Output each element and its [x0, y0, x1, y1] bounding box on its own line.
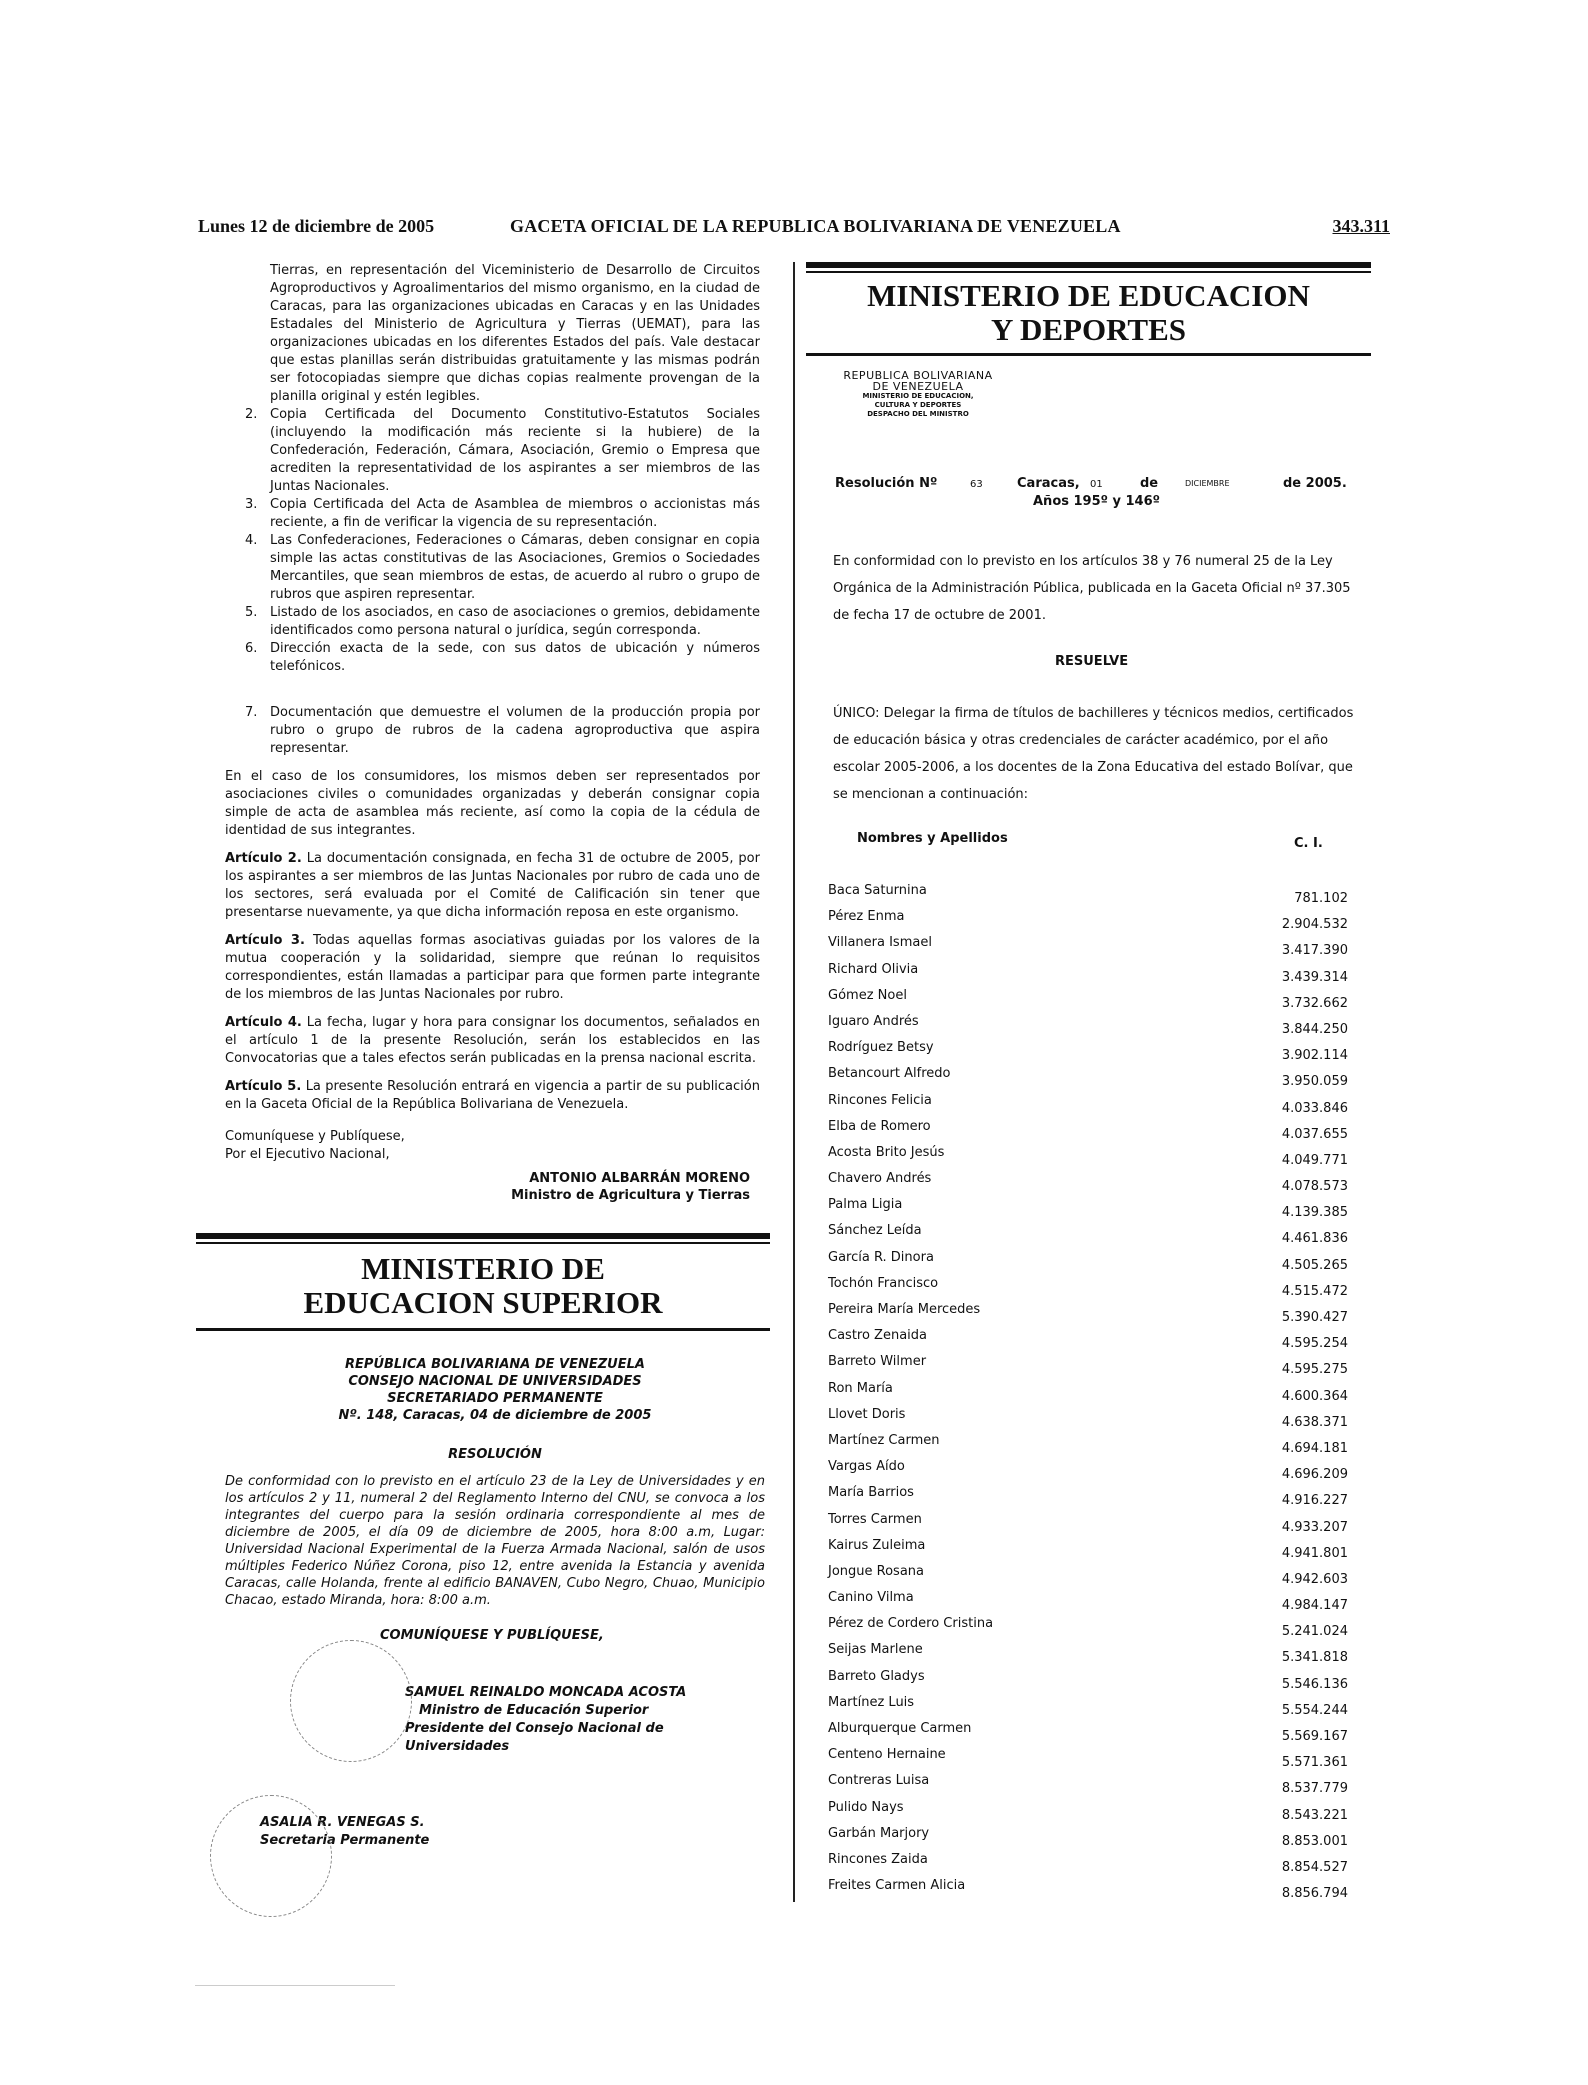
article-5: Artículo 5. La presente Resolución entrará en vigencia a partir de su publicación en la Gaceta Oficial de la República Bolivariana de Venezuela.: [225, 1079, 760, 1112]
header-date: Lunes 12 de diciembre de 2005: [198, 216, 435, 236]
article-2: Artículo 2. La documentación consignada, en fecha 31 de octubre de 2005, por los aspirantes a ser miembros de las Juntas Nacionales por rubro de cada uno de los sectores, será evaluada por el Comité de Calificación sin tener que presentarse nuevamente, ya que dicha información reposa en este organismo.: [225, 851, 760, 920]
person-name: Betancourt Alfredo: [828, 1066, 951, 1082]
seal-stamp-2: [210, 1795, 332, 1917]
person-name: Rincones Zaida: [828, 1851, 928, 1867]
person-name: Iguaro Andrés: [828, 1013, 919, 1029]
person-ci: 4.049.771: [1281, 1152, 1348, 1168]
person-ci: 4.078.573: [1281, 1179, 1348, 1195]
person-ci: 4.933.207: [1281, 1519, 1348, 1535]
col-names-header: Nombres y Apellidos: [857, 831, 1008, 846]
table-row: [828, 1590, 1348, 1616]
person-name: Llovet Doris: [828, 1406, 906, 1422]
person-ci: 8.856.794: [1281, 1886, 1348, 1902]
person-name: Rincones Felicia: [828, 1092, 932, 1108]
person-name: Alburquerque Carmen: [828, 1721, 972, 1736]
table-row: [828, 1328, 1348, 1354]
person-name: Elba de Romero: [828, 1118, 931, 1134]
person-name: Garbán Marjory: [828, 1825, 930, 1841]
table-row: [828, 1119, 1348, 1145]
intro-paragraph: Tierras, en representación del Viceministerio de Desarrollo de Circuitos Agroproductivos y Agroalimentarios del mismo organismo, en la ciudad de Caracas, para las organizaciones ubicadas en Caracas y en las Unidades Estadales del Ministerio de Agricultura y Tierras (UEMAT), para las organizaciones ubicadas en los diferentes Estados del país. Vale destacar que estas planillas serán distribuidas gratuitamente y las mismas podrán ser fotocopiadas siempre que dichas copias realmente provengan de la planilla original y estén legibles.: [270, 263, 760, 404]
gazette-title: GACETA OFICIAL DE LA REPUBLICA BOLIVARIANA DE VENEZUELA: [510, 216, 1121, 236]
person-name: Chavero Andrés: [828, 1171, 932, 1187]
comuniquese: COMUNÍQUESE Y PUBLÍQUESE,: [380, 1628, 604, 1643]
person-ci: 4.505.265: [1281, 1257, 1348, 1273]
signature-moncada: SAMUEL REINALDO MONCADA ACOSTA Ministro de Educación Superior Presidente del Consejo Nacional de Universidades: [405, 1685, 687, 1754]
person-name: Contreras Luisa: [828, 1773, 930, 1789]
table-row: [828, 988, 1348, 1014]
med-heading: [806, 262, 1371, 356]
list-item: 4. Las Confederaciones, Federaciones o Cámaras, deben consignar en copia simple las actas constitutivas de las Asociaciones, Gremios o Sociedades Mercantiles, que sean miembros de estas, de acuerdo al rubro o grupo de rubros que aspiren representar.: [245, 533, 760, 602]
person-name: García R. Dinora: [828, 1249, 934, 1265]
table-row: [828, 1354, 1348, 1380]
person-ci: 5.569.167: [1281, 1729, 1348, 1744]
resolution-title: RESOLUCIÓN: [448, 1447, 542, 1462]
person-name: Canino Vilma: [828, 1590, 914, 1606]
article-3: Artículo 3. Todas aquellas formas asociativas guiadas por los valores de la mutua cooperación y la solidaridad, siempre que reúnan lo requisitos correspondientes, están llamadas a participar para que formen parte integrante de los miembros de las Juntas Nacionales por rubro.: [225, 933, 760, 1002]
person-name: Freites Carmen Alicia: [828, 1878, 966, 1894]
page-header: [198, 216, 1390, 242]
person-name: Sánchez Leída: [828, 1223, 922, 1239]
table-row: [828, 1485, 1348, 1511]
person-ci: 3.950.059: [1281, 1074, 1348, 1090]
col-ci-header: C. I.: [1294, 836, 1323, 851]
person-name: Rodríguez Betsy: [828, 1040, 934, 1056]
person-name: Barreto Gladys: [828, 1668, 925, 1684]
preamble: En conformidad con lo previsto en los artículos 38 y 76 numeral 25 de la Ley Orgánica de la Administración Pública, publicada en la Gaceta Oficial nº 37.305 de fecha 17 de octubre de 2001.: [833, 554, 1351, 623]
person-ci: 4.916.227: [1281, 1493, 1348, 1509]
person-ci: 3.844.250: [1281, 1021, 1348, 1037]
person-name: Acosta Brito Jesús: [828, 1144, 945, 1160]
table-row: [828, 935, 1348, 961]
person-name: Tochón Francisco: [828, 1275, 939, 1291]
person-ci: 4.139.385: [1281, 1205, 1348, 1221]
person-ci: 4.595.254: [1281, 1336, 1348, 1352]
person-ci: 5.554.244: [1281, 1702, 1348, 1718]
person-name: Richard Olivia: [828, 961, 919, 977]
table-row: [828, 1093, 1348, 1119]
names-table: [828, 883, 1348, 1904]
table-row: [828, 1747, 1348, 1773]
person-ci: 4.694.181: [1281, 1440, 1348, 1456]
table-row: [828, 1145, 1348, 1171]
person-ci: 5.390.427: [1281, 1310, 1348, 1325]
person-name: Pérez de Cordero Cristina: [828, 1616, 994, 1632]
person-ci: 4.638.371: [1281, 1414, 1348, 1430]
table-row: [828, 1564, 1348, 1590]
person-ci: 5.546.136: [1281, 1676, 1348, 1692]
table-row: [828, 1538, 1348, 1564]
person-ci: 3.439.314: [1281, 969, 1348, 985]
person-ci: 5.241.024: [1281, 1624, 1348, 1640]
table-row: [828, 1512, 1348, 1538]
person-ci: 8.543.221: [1281, 1807, 1348, 1823]
resuelve-heading: RESUELVE: [1055, 654, 1129, 669]
person-ci: 5.571.361: [1281, 1755, 1348, 1771]
person-name: Ron María: [828, 1380, 893, 1396]
signature-agriculture: ANTONIO ALBARRÁN MORENO Ministro de Agricultura y Tierras: [511, 1171, 750, 1203]
person-name: Kairus Zuleima: [828, 1537, 926, 1553]
person-name: Jongue Rosana: [828, 1563, 924, 1579]
table-row: [828, 1040, 1348, 1066]
bottom-rule: [195, 1985, 395, 1986]
table-row: [828, 1014, 1348, 1040]
person-name: Martínez Carmen: [828, 1432, 940, 1448]
person-ci: 4.696.209: [1281, 1467, 1348, 1483]
person-ci: 781.102: [1294, 891, 1348, 906]
person-name: Villanera Ismael: [828, 935, 932, 951]
person-name: Pérez Enma: [828, 909, 905, 925]
table-row: [828, 962, 1348, 988]
table-row: [828, 1773, 1348, 1799]
person-ci: 2.904.532: [1281, 917, 1348, 933]
table-row: [828, 883, 1348, 909]
person-ci: 8.854.527: [1281, 1859, 1348, 1875]
list-item: 5. Listado de los asociados, en caso de asociaciones o gremios, debidamente identificados como persona natural o jurídica, según corresponda.: [245, 605, 760, 638]
closing-block: Comuníquese y Publíquese, Por el Ejecutivo Nacional,: [225, 1129, 405, 1162]
table-row: [828, 1459, 1348, 1485]
table-row: [828, 1171, 1348, 1197]
person-ci: 4.595.275: [1281, 1362, 1348, 1378]
mes-heading: [196, 1233, 770, 1331]
article-4: Artículo 4. La fecha, lugar y hora para consignar los documentos, señalados en el artículo 1 de la presente Resolución, serán los establecidos en las Convocatorias que a tales efectos serán publicadas en la prensa nacional escrita.: [225, 1015, 760, 1066]
column-divider: [793, 262, 795, 1902]
table-row: [828, 1433, 1348, 1459]
list-item: 3. Copia Certificada del Acta de Asamblea de miembros o accionistas más reciente, a fin de verificar la vigencia de su representación.: [245, 497, 760, 530]
person-name: Seijas Marlene: [828, 1642, 923, 1658]
mes-title: MINISTERIO DE EDUCACION SUPERIOR: [303, 1251, 663, 1320]
table-row: [828, 1721, 1348, 1747]
table-row: [828, 1616, 1348, 1642]
person-name: Martínez Luis: [828, 1694, 915, 1710]
seal-stamp-1: [290, 1640, 412, 1762]
person-name: María Barrios: [828, 1485, 914, 1501]
table-row: [828, 1878, 1348, 1904]
list-item: 7. Documentación que demuestre el volumen de la producción propia por rubro o grupo de rubros de la cadena agroproductiva que aspira representar.: [245, 705, 760, 756]
person-ci: 4.942.603: [1281, 1571, 1348, 1587]
table-row: [828, 1197, 1348, 1223]
table-row: [828, 1066, 1348, 1092]
table-row: [828, 1695, 1348, 1721]
person-ci: 8.537.779: [1281, 1781, 1348, 1797]
table-row: [828, 1852, 1348, 1878]
person-ci: 3.902.114: [1281, 1048, 1348, 1064]
person-ci: 5.341.818: [1281, 1650, 1348, 1666]
requirements-list: [225, 406, 760, 758]
person-name: Gómez Noel: [828, 987, 907, 1003]
person-ci: 4.941.801: [1281, 1545, 1348, 1561]
list-item: 2. Copia Certificada del Documento Constitutivo-Estatutos Sociales (incluyendo la modificación más reciente si la hubiere) de la Confederación, Federación, Cámara, Asociación, Gremio o Empresa que acrediten la representatividad de los aspirantes a ser miembros de las Juntas Nacionales.: [245, 407, 760, 494]
person-name: Barreto Wilmer: [828, 1354, 927, 1370]
person-ci: 4.515.472: [1281, 1283, 1348, 1299]
table-row: [828, 1407, 1348, 1433]
person-name: Baca Saturnina: [828, 883, 927, 898]
person-name: Castro Zenaida: [828, 1328, 927, 1344]
table-row: [828, 1381, 1348, 1407]
person-name: Torres Carmen: [828, 1511, 922, 1527]
resolution-body: De conformidad con lo previsto en el artículo 23 de la Ley de Universidades y en los artículos 2 y 11, numeral 2 del Reglamento Interno del CNU, se convoca a los integrantes del cuerpo para la sesión ordinaria correspondiente al mes de diciembre de 2005, el día 09 de diciembre de 2005, hora 8:00 a.m, Lugar: Universidad Nacional Experimental de la Fuerza Armada Nacional, salón de usos múltiples Federico Núñez Corona, piso 12, entre avenida la Estancia y avenida Caracas, calle Holanda, frente al edificio BANAVEN, Cubo Negro, Chuao, Municipio Chacao, estado Miranda, hora: 8:00 a.m.: [225, 1474, 765, 1608]
letterhead: REPUBLICA BOLIVARIANA DE VENEZUELA MINISTERIO DE EDUCACION, CULTURA Y DEPORTES DESPACHO DEL MINISTRO: [843, 369, 993, 418]
cnu-resolution: REPÚBLICA BOLIVARIANA DE VENEZUELA CONSEJO NACIONAL DE UNIVERSIDADES SECRETARIADO PERMANENTE Nº. 148, Caracas, 04 de diciembre de 2005 RESOLUCIÓN De conformidad con lo previsto en el artículo 23 de la Ley de Universidades y en los artículos 2 y 11, numeral 2 del Reglamento Interno del CNU, se convoca a los integrantes del cuerpo para la sesión ordinaria correspondiente al mes de diciembre de 2005, el día 09 de diciembre de 2005, hora 8:00 a.m, Lugar: Universidad Nacional Experimental de la Fuerza Armada Nacional, salón de usos múltiples Federico Núñez Corona, piso 12, entre avenida la Estancia y avenida Caracas, calle Holanda, frente al edificio BANAVEN, Cubo Negro, Chuao, Municipio Chacao, estado Miranda, hora: 8:00 a.m. COMUNÍQUESE Y PUBLÍQUESE, SAMUEL REINALDO MONCADA ACOSTA Ministro de Educación Superior Presidente del Consejo Nacional de Universidades ASALIA R. VENEGAS S. Secretaria Permanente: [225, 1357, 765, 1848]
unico-paragraph: ÚNICO: Delegar la firma de títulos de bachilleres y técnicos medios, certificados de educación básica y otras credenciales de carácter académico, por el año escolar 2005-2006, a los docentes de la Zona Educativa del estado Bolívar, que se mencionan a continuación:: [833, 706, 1354, 802]
person-name: Centeno Hernaine: [828, 1747, 946, 1763]
table-row: [828, 1223, 1348, 1249]
person-name: Pulido Nays: [828, 1799, 904, 1815]
table-row: [828, 1276, 1348, 1302]
person-ci: 8.853.001: [1281, 1833, 1348, 1849]
med-title: MINISTERIO DE EDUCACION Y DEPORTES: [867, 278, 1310, 347]
table-row: [828, 1826, 1348, 1852]
person-name: Palma Ligia: [828, 1197, 903, 1213]
person-name: Vargas Aído: [828, 1459, 905, 1475]
table-row: [828, 1800, 1348, 1826]
table-row: [828, 1302, 1348, 1328]
list-item: 6. Dirección exacta de la sede, con sus datos de ubicación y números telefónicos.: [245, 641, 760, 674]
person-ci: 3.732.662: [1281, 995, 1348, 1011]
person-name: Pereira María Mercedes: [828, 1302, 981, 1317]
person-ci: 3.417.390: [1281, 943, 1348, 959]
left-column: [225, 262, 760, 1204]
person-ci: 4.461.836: [1281, 1231, 1348, 1247]
table-row: [828, 1669, 1348, 1695]
table-row: [828, 909, 1348, 935]
signature-venegas: ASALIA R. VENEGAS S. Secretaria Permanente: [260, 1815, 430, 1848]
page-number: 343.311: [1332, 216, 1390, 236]
person-ci: 4.984.147: [1281, 1598, 1348, 1614]
table-row: [828, 1642, 1348, 1668]
person-ci: 4.033.846: [1281, 1100, 1348, 1116]
table-row: [828, 1250, 1348, 1276]
person-ci: 4.037.655: [1281, 1126, 1348, 1142]
person-ci: 4.600.364: [1281, 1388, 1348, 1404]
consumers-paragraph: En el caso de los consumidores, los mismos deben ser representados por asociaciones civiles o comunidades organizadas y deberán consignar copia simple de acta de asamblea más reciente, así como la copia de la cédula de identidad de sus integrantes.: [225, 769, 760, 838]
